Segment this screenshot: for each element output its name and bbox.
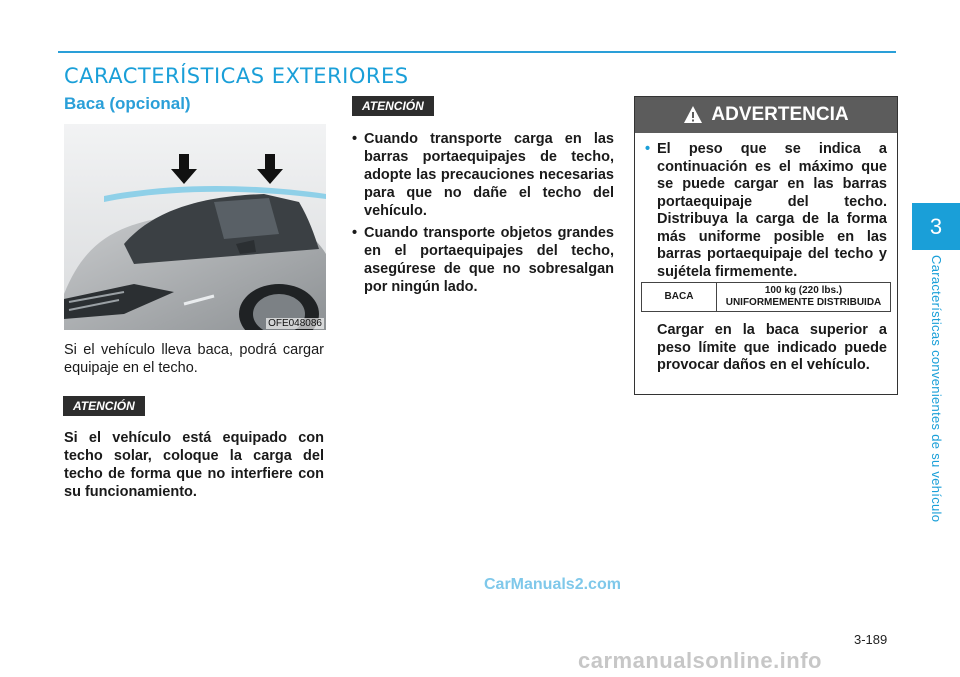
warning-triangle-icon: [683, 105, 703, 125]
bullet-icon: •: [645, 141, 651, 157]
caution-list: [352, 130, 614, 300]
caution-badge: ATENCIÓN: [63, 396, 145, 416]
table-label: BACA: [642, 283, 717, 312]
intro-paragraph: Si el vehículo lleva baca, podrá cargar equipaje en el techo.: [64, 342, 324, 376]
warning-body: [645, 141, 887, 281]
table-value-weight: 100 kg (220 lbs.): [764, 285, 843, 296]
warning-box: [634, 96, 898, 395]
bullet-icon: •: [352, 131, 358, 147]
warning-note: Cargar en la baca superior a peso límite que indicado puede provocar daños en el vehículo.: [657, 322, 887, 373]
caution-badge: ATENCIÓN: [352, 96, 434, 116]
watermark-carmanuals2: CarManuals2.com: [484, 576, 621, 593]
list-item-text: Cuando transporte objetos grandes en el portaequipajes del techo, asegúrese de que no sobresalgan por ningún lado.: [364, 225, 614, 295]
car-illustration: [64, 124, 326, 330]
caution-text: Si el vehículo está equipado con techo solar, coloque la carga del techo de forma que no interfiere con su funcionamiento.: [64, 430, 324, 500]
list-item: [352, 224, 614, 296]
photo-caption: OFE048086: [268, 318, 322, 329]
warning-item-text: El peso que se indica a continuación es el máximo que se puede cargar en las barras portaequipaje del techo. Distribuya la carga de la forma más uniforme posible en las barras portaequipaje del techo y sujétela firmemente.: [657, 141, 887, 280]
section-title: CARACTERÍSTICAS EXTERIORES: [64, 64, 409, 88]
subsection-title: Baca (opcional): [64, 94, 191, 113]
watermark-carmanualsonline: carmanualsonline.info: [578, 648, 822, 673]
warning-title: ADVERTENCIA: [711, 104, 849, 125]
warning-header: [635, 97, 897, 133]
load-limit-table: [641, 282, 891, 312]
roof-rack-photo: [64, 124, 326, 330]
chapter-side-title: Características convenientes de su vehículo: [929, 255, 944, 523]
top-rule: [58, 51, 896, 53]
chapter-tab: 3: [912, 203, 960, 250]
list-item: [352, 130, 614, 220]
warning-item: [645, 141, 887, 281]
table-value: [717, 283, 891, 312]
list-item-text: Cuando transporte carga en las barras portaequipajes de techo, adopte las precauciones necesarias para que no dañe el techo del vehículo.: [364, 131, 614, 219]
page-number: 3-189: [854, 632, 888, 647]
table-value-distribution: UNIFORMEMENTE DISTRIBUIDA: [725, 297, 882, 308]
bullet-icon: •: [352, 225, 358, 241]
